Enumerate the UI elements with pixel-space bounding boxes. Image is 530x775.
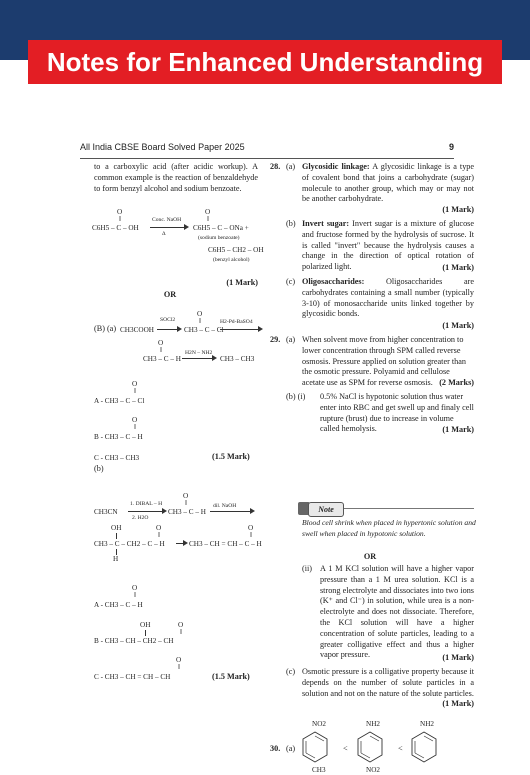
answer-C: C - CH3 – CH3 [94, 454, 140, 462]
q29-bi-text: 0.5% NaCl is hypotonic solution thus water enter into RBC and get swell up and finaly cell rupture (brust) due to increase in volume called hemolysis. [320, 392, 474, 434]
q29-ii-text: A 1 M KCl solution will have a higher vapor pressure than a 1 M urea solution. KCl is a strong electrolyte and dissociates into two ions (K⁺ and Cl⁻) in solution, while urea is a non-electrolyte and does not dissociate. Therefore, the KCl solution will have a higher concentration of solute particles, leading to a greater colligative effect and thus a higher vapor pressure. [320, 564, 474, 660]
r4-arrowhead1 [162, 508, 167, 514]
q29-ii-label: (ii) [302, 564, 313, 573]
note-text: Blood cell shrink when placed in hypertonic solution and swell when placed in hypotonic solution. [302, 518, 476, 538]
q29-a-text: When solvent move from higher concentration to lower concentration through SPM called reverse osmosis. Pressure applied on solution greater than the osmotic pressure. Polyamid and cellulose acetate use as SPM for reverse osmosis. [302, 335, 466, 388]
answer-A2: A - CH3 – C – H [94, 601, 143, 609]
intro-text: to a carboxylic acid (after acidic workup). A common example is the reaction of benzaldehyde to form benzyl alcohol and sodium benzoate. [94, 162, 258, 193]
header-title: All India CBSE Board Solved Paper 2025 [80, 142, 245, 152]
book-page [0, 84, 530, 774]
m1-top: NO2 [312, 720, 326, 728]
q28-c-body: Oligosaccharides are carbohydrates containing a small number (typically 3-10) of monosaccharide units linked together by glycosidic bonds. [302, 277, 474, 319]
q30-a-label: (a) [286, 744, 296, 753]
B2-oh: OH [140, 621, 151, 629]
r5-oh: OH [111, 524, 122, 532]
A-dbl: ‖ [134, 387, 137, 395]
B2-bond [145, 630, 146, 636]
m3-top: NH2 [420, 720, 434, 728]
r1-arrowhead [184, 224, 189, 230]
r3-rhs: CH3 – CH3 [220, 355, 255, 363]
A2-o: O [132, 584, 138, 592]
benzene-ring-2 [355, 730, 385, 764]
q28-c-mark: (1 Mark) [442, 321, 474, 330]
C2-dbl: ‖ [178, 663, 181, 671]
q29-num: 29. [270, 335, 281, 344]
r3-dbl: ‖ [160, 346, 163, 354]
q29-bi-mark: (1 Mark) [442, 425, 474, 434]
q28-a-mark: (1 Mark) [442, 205, 474, 214]
r4-arrow1 [128, 511, 162, 512]
q28-num: 28. [270, 162, 281, 171]
r4-arrow2 [210, 511, 250, 512]
r5-dbl2: ‖ [250, 531, 253, 539]
r4-arrowhead2 [250, 508, 255, 514]
note-label: Note [308, 502, 344, 517]
banner-title: Notes for Enhanced Understanding [28, 40, 502, 84]
r3-o: O [158, 339, 164, 347]
r2-mid: CH3 – C – Cl [184, 326, 224, 334]
r1-o2: O [205, 208, 211, 216]
r2-arrow1 [157, 329, 177, 330]
r5-bond-up [116, 533, 117, 539]
q28-b-mark: (1 Mark) [442, 263, 474, 272]
r5-rhs: CH3 – CH = CH – C – H [189, 540, 262, 548]
less-than-1: < [343, 744, 348, 753]
r2-c1: SOCl2 [160, 317, 176, 323]
answer-C2: C - CH3 – CH = CH – CH [94, 673, 171, 681]
answer-A: A - CH3 – C – Cl [94, 397, 145, 405]
q29-c-text: Osmotic pressure is a colligative property because it depends on the number of solute particles in a solution and not on the nature of the solute particles. [302, 667, 474, 698]
r1-dbl2: ‖ [207, 215, 210, 223]
B-dbl: ‖ [134, 423, 137, 431]
r3-arrowhead [212, 355, 217, 361]
part-b-a: (B) (a) [94, 324, 117, 333]
r1-oxygen: O [117, 208, 123, 216]
less-than-2: < [398, 744, 403, 753]
q28-a-term: Glycosidic linkage: [302, 162, 370, 171]
r1-lhs: C6H5 – C – OH [92, 224, 139, 232]
r1-dbl: ‖ [119, 215, 122, 223]
A-o: O [132, 380, 138, 388]
r4-lhs: CH3CN [94, 508, 118, 516]
r2-arrowhead1 [177, 326, 182, 332]
r5-dbl: ‖ [158, 531, 161, 539]
benzene-ring-1 [300, 730, 330, 764]
q28-a-label: (a) [286, 162, 296, 171]
q29-b-label: (b) (i) [286, 392, 306, 401]
C2-o: O [176, 656, 182, 664]
or-left: OR [163, 290, 177, 299]
part-b: (b) [94, 464, 104, 473]
q29-a-mark: (2 Marks) [439, 378, 474, 387]
A2-dbl: ‖ [134, 591, 137, 599]
r1-p2: C6H5 – CH2 – OH [208, 246, 264, 254]
mark-1-5b: (1.5 Mark) [212, 672, 250, 681]
r2-lhs: CH3COOH [120, 326, 154, 334]
q28-a-text [302, 162, 474, 205]
page-number: 9 [448, 142, 454, 152]
r3-c: H2N – NH2 [185, 350, 213, 356]
q28-c-term: Oligosaccharides: [302, 277, 365, 286]
q29-c-label: (c) [286, 667, 296, 676]
q30-num: 30. [270, 744, 281, 753]
q29-a-label: (a) [286, 335, 296, 344]
q29-c-mark: (1 Mark) [442, 699, 474, 708]
r3-lhs: CH3 – C – H [143, 355, 181, 363]
r4-c1: 1. DIBAL – H [130, 501, 163, 507]
r2-dbl: ‖ [199, 317, 202, 325]
r5-h: H [113, 555, 119, 563]
q28-b-term: Invert sugar: [302, 219, 350, 228]
r5-arrowhead [183, 540, 188, 546]
r1-cond1: Conc. NaOH [152, 217, 182, 223]
B-o: O [132, 416, 138, 424]
r2-arrowhead2 [258, 326, 263, 332]
running-header [80, 142, 454, 159]
r1-rhs-note: (sodium benzoate) [198, 235, 240, 241]
r1-p2-note: (benzyl alcohol) [213, 257, 250, 263]
benzene-ring-3 [409, 730, 439, 764]
r4-dbl: ‖ [185, 499, 188, 507]
mark-1-5: (1.5 Mark) [212, 452, 250, 461]
q28-b-label: (b) [286, 219, 296, 228]
r5-o: O [156, 524, 162, 532]
m1-bot: CH3 [312, 766, 326, 774]
r1-cond2: Δ [162, 231, 166, 237]
m2-top: NH2 [366, 720, 380, 728]
answer-B: B - CH3 – C – H [94, 433, 143, 441]
q28-c-text [302, 277, 474, 320]
B2-o: O [178, 621, 184, 629]
r2-c2: H2-Pd-BaSO4 [220, 319, 253, 325]
r1-rhs: C6H5 – C – ONa + [193, 224, 249, 232]
q28-b-body: Invert sugar is a mixture of glucose and fructose formed by the hydrolysis of sucrose. It is called "invert" because the hydrolysis causes a change in the direction of optical rotation of polarized light. [302, 219, 474, 272]
r4-o: O [183, 492, 189, 500]
r2-o: O [197, 310, 203, 318]
r5-o2: O [248, 524, 254, 532]
q28-a-body: A glycosidic linkage is a type of covalent bond that joins a carbohydrate (sugar) molecule to another group, which may or may not be another carbohydrate. [302, 162, 475, 204]
r4-c3: dil. NaOH [213, 503, 237, 509]
r3-arrow [182, 358, 212, 359]
r2-arrow2 [220, 329, 260, 330]
answer-B2: B - CH3 – CH – CH2 – CH [94, 637, 174, 645]
r1-arrow [150, 227, 184, 228]
r5-lhs: CH3 – C – CH2 – C – H [94, 540, 165, 548]
B2-dbl: ‖ [180, 628, 183, 636]
m2-bot: NO2 [366, 766, 380, 774]
r4-c2: 2. H2O [132, 515, 149, 521]
mark-1: (1 Mark) [226, 278, 258, 287]
q29-ii-mark: (1 Mark) [442, 653, 474, 662]
q28-c-label: (c) [286, 277, 296, 286]
or-right: OR [363, 552, 377, 561]
r4-mid: CH3 – C – H [168, 508, 206, 516]
